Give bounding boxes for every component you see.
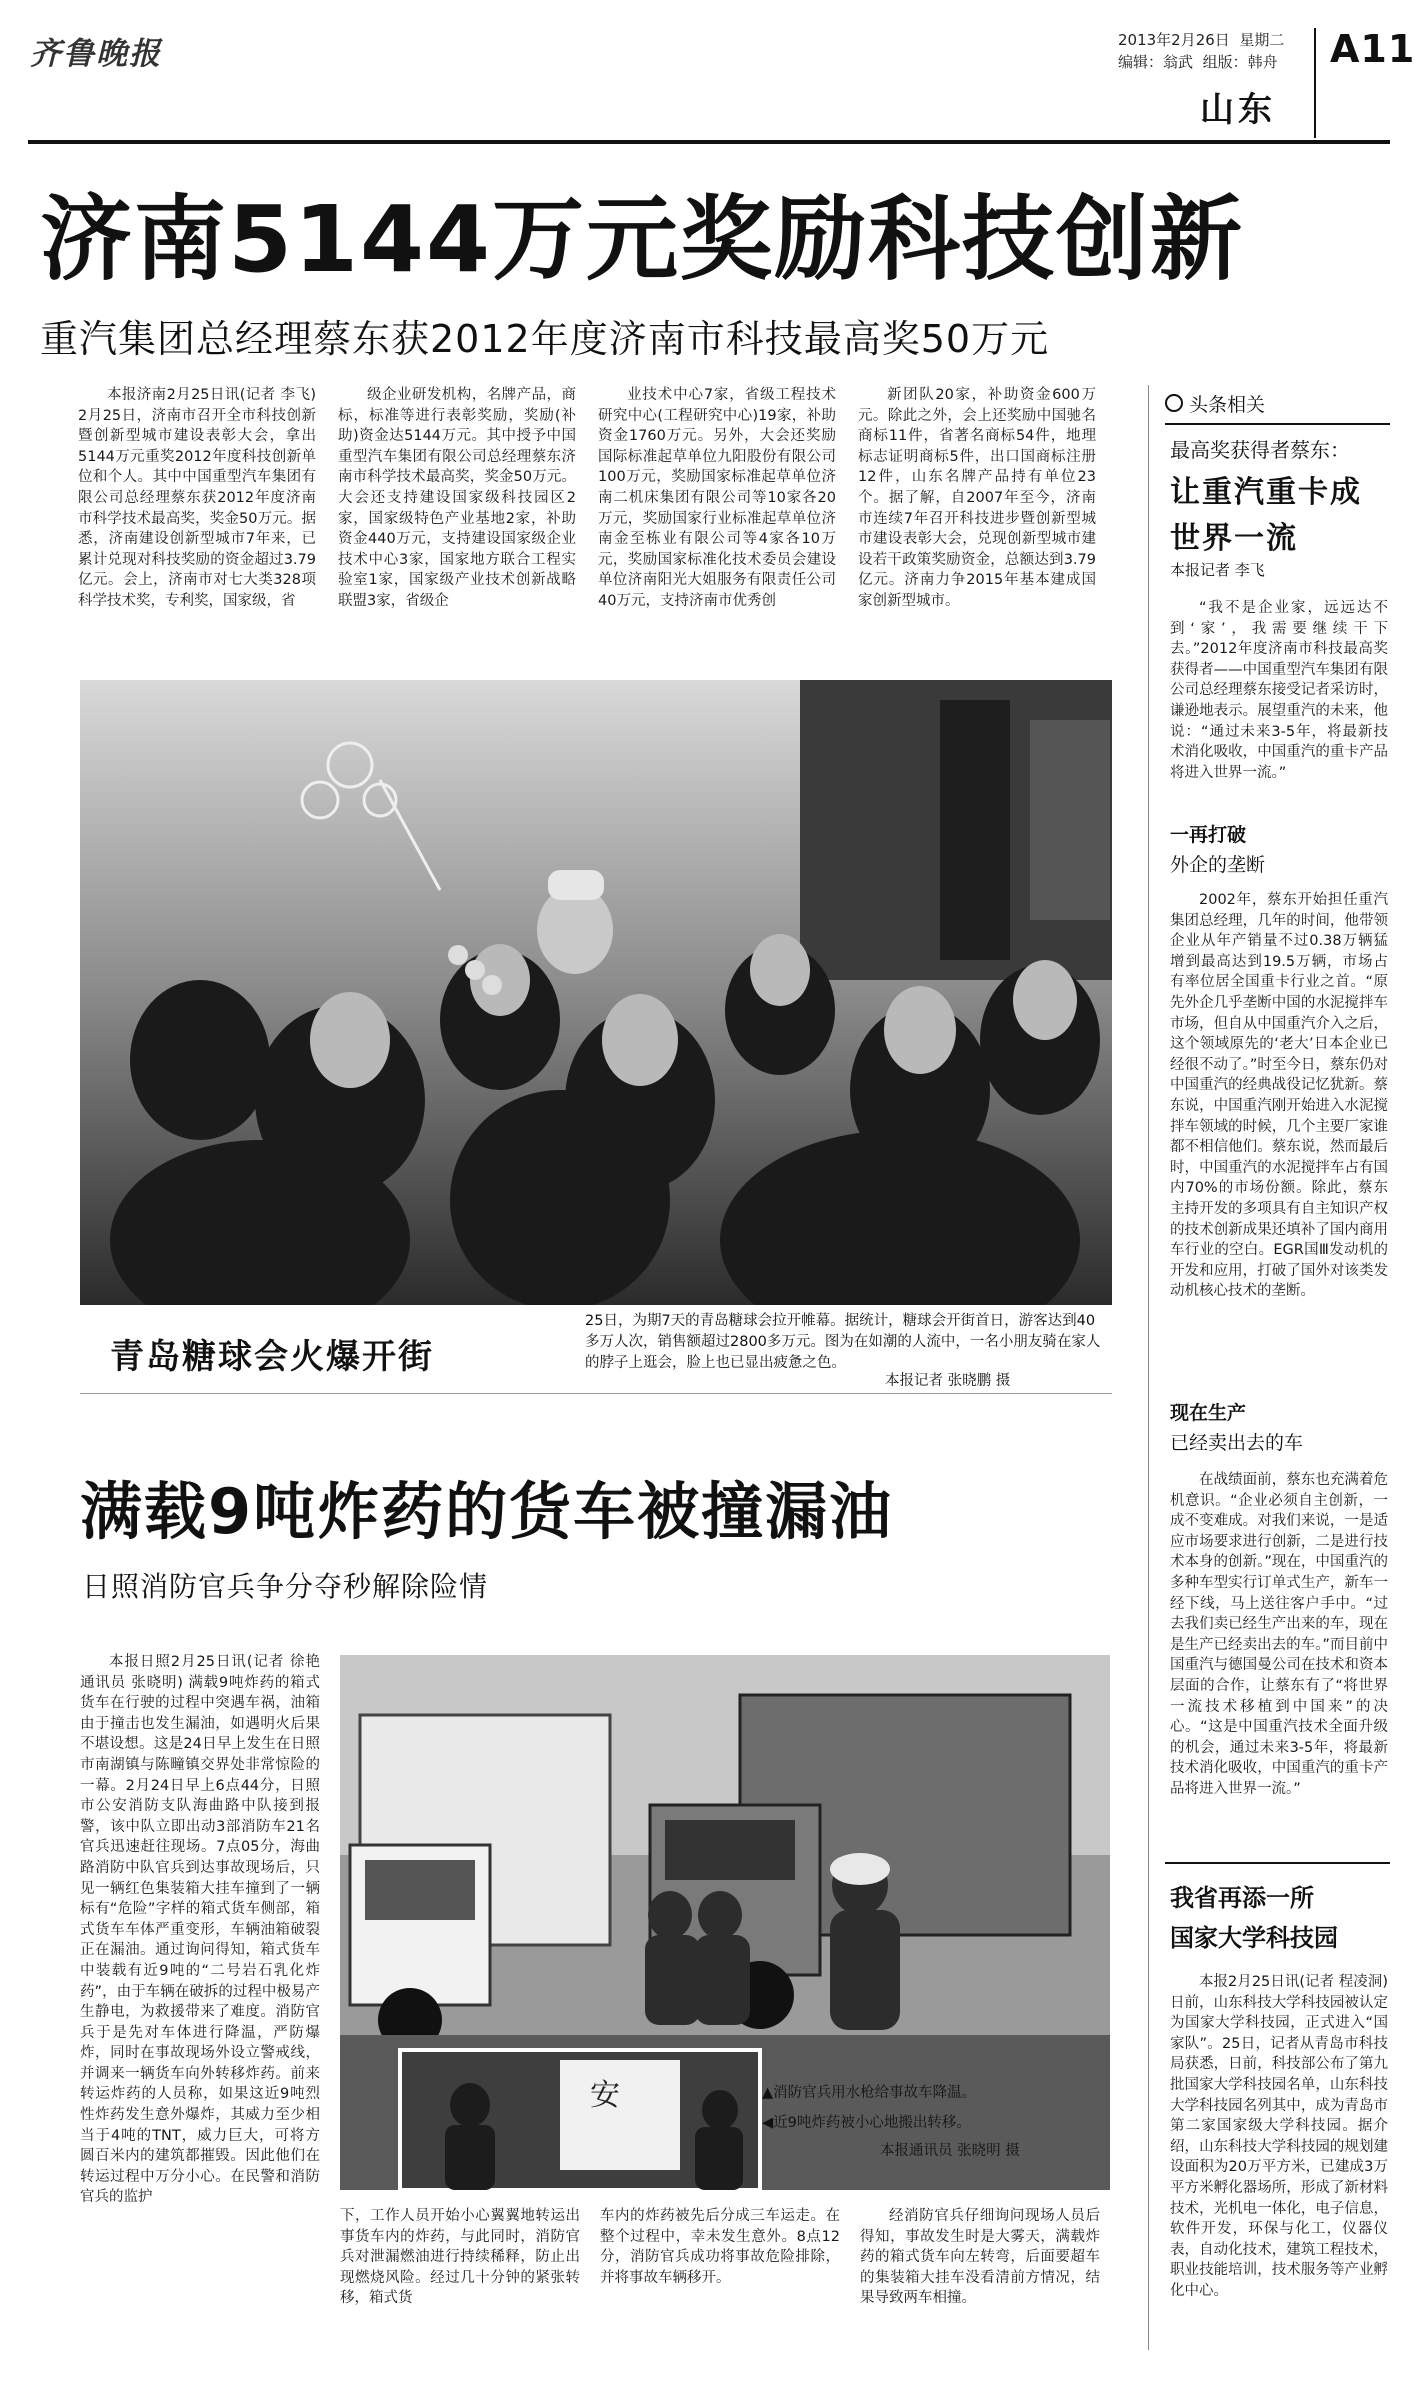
sidebar-paragraph-1: “我不是企业家，远远达不到‘家’，我需要继续干下去。”2012年度济南市科技最高奖获得者——中国重型汽车集团有限公司总经理蔡东接受记者采访时，谦逊地表示。展望重汽的未来，他说：“通过未来3-5年，将最新技术消化吸收，中国重汽的重卡产品将进入世界一流。” xyxy=(1170,600,1388,781)
truck-photo-illustration xyxy=(340,1655,1110,2190)
truck-subhead: 日照消防官兵争分夺秒解除险情 xyxy=(82,1570,489,1603)
crowd-photo-illustration xyxy=(80,680,1112,1305)
lead-column-3: 业技术中心7家，省级工程技术研究中心(工程研究中心)19家，补助资金1760万元。另外，大会还奖励国际标准起草单位九阳股份有限公司100万元，奖励国家标准起草单位济南二机床集团有限公司等10家各20万元，奖励国家行业标准起草单位济南金至栋业有限公司等4家各10万元，奖励国家标准化技术委员会建设单位济南阳光大姐服务有限责任公司40万元，支持济南市优秀创 xyxy=(598,387,836,609)
truck-accident-photo xyxy=(340,1655,1110,2190)
truck-headline: 满载9吨炸药的货车被撞漏油 xyxy=(80,1475,894,1548)
sidebar-news2-headline-1: 我省再添一所 xyxy=(1170,1884,1314,1912)
truck-column-4: 经消防官兵仔细询问现场人员后得知，事故发生时是大雾天，满载炸药的箱式货车向左转弯，后面要超车的集装箱大挂车没看清前方情况，结果导致两车相撞。 xyxy=(860,2208,1100,2307)
truck-caption-1: ▲消防官兵用水枪给事故车降温。 xyxy=(762,2085,977,2101)
truck-sign-text: 安 xyxy=(590,2078,620,2113)
newspaper-masthead: 齐鲁晚报 xyxy=(30,36,162,72)
sidebar-title: 让重汽重卡成世界一流 xyxy=(1170,475,1362,556)
lead-column-1: 本报济南2月25日讯(记者 李飞) 2月25日，济南市召开全市科技创新暨创新型城市建设表彰大会，拿出5144万元重奖2012年度科技创新单位和个人。其中中国重型汽车集团有限公司总经理蔡东获2012年度济南市科学技术最高奖，奖金50万元。据悉，济南建设创新型城市7年来，已累计兑现对科技奖励的资金超过3.79亿元。会上，济南市对七大类328项科学技术奖，专利奖，国家级，省 xyxy=(78,387,316,609)
photo1-title: 青岛糖球会火爆开街 xyxy=(110,1337,434,1377)
photo1-caption-box xyxy=(80,1305,1112,1394)
truck-caption-2: ◀近9吨炸药被小心地搬出转移。 xyxy=(762,2115,971,2131)
truck-column-3: 车内的炸药被先后分成三车运走。在整个过程中，幸未发生意外。8点12分，消防官兵成功将事故危险排除，并将事故车辆移开。 xyxy=(600,2208,840,2286)
truck-column-2: 下，工作人员开始小心翼翼地转运出事货车内的炸药，与此同时，消防官兵对泄漏燃油进行持续稀释，防止出现燃烧风险。经过几十分钟的紧张转移，箱式货 xyxy=(340,2208,580,2307)
lead-headline: 济南5144万元奖励科技创新 xyxy=(40,186,1245,293)
lead-column-2: 级企业研发机构，名牌产品，商标，标准等进行表彰奖励，奖励(补助)资金达5144万元。其中授予中国重型汽车集团有限公司总经理蔡东济南市科学技术最高奖，奖金50万元。大会还支持建设国家级科技园区2家，国家级特色产业基地2家，补助资金440万元，支持建设国家级企业技术中心3家，国家地方联合工程实验室1家，国家级产业技术创新战略联盟3家，省级企 xyxy=(338,387,576,609)
sidebar-tag-rule xyxy=(1165,423,1390,425)
editor-line xyxy=(1118,52,1278,73)
sidebar-paragraph-2: 2002年，蔡东开始担任重汽集团总经理，几年的时间，他带领企业从年产销量不过0.38万辆猛增到最高达到19.5万辆，市场占有率位居全国重卡行业之首。“原先外企几乎垄断中国的水泥搅拌车市场，但自从中国重汽介入之后，这个领域原先的‘老大’日本企业已经很不动了。”时至今日，蔡东仍对中国重汽的经典战役记忆犹新。蔡东说，中国重汽刚开始进入水泥搅拌车领域的时候，几个主要厂家谁都不相信他们。蔡东说，然而最后时，中国重汽的水泥搅拌车占有国内70%的市场份额。除此，蔡东主持开发的多项具有自主知识产权的技术创新成果还填补了国内商用车行业的空白。EGR国Ⅲ发动机的开发和应用，打破了国外对该类发动机核心技术的垄断。 xyxy=(1170,892,1388,1300)
sidebar-subhead-2a: 现在生产 xyxy=(1170,1402,1247,1424)
sidebar-subhead-1b: 外企的垄断 xyxy=(1170,854,1266,876)
sidebar-kicker: 最高奖获得者蔡东： xyxy=(1170,438,1350,462)
layout-editor: 组版：韩舟 xyxy=(1202,53,1278,71)
sidebar-tag-label: 头条相关 xyxy=(1189,394,1266,416)
lead-column-4: 新团队20家，补助资金600万元。除此之外，会上还奖励中国驰名商标11件，省著名商标54件，地理标志证明商标5件，出口国商标注册12件，山东名牌产品持有单位23个。据了解，自2007年至今，济南市连续7年召开科技进步暨创新型城市建设表彰大会，兑现创新型城市建设若干政策奖励资金，总额达到3.79亿元。济南力争2015年基本建成国家创新型城市。 xyxy=(858,387,1096,609)
sidebar-subhead-2b: 已经卖出去的车 xyxy=(1170,1432,1304,1454)
issue-weekday: 星期二 xyxy=(1239,31,1285,49)
lantern-festival-crowd-photo xyxy=(80,680,1112,1305)
issue-date-line xyxy=(1118,30,1284,51)
sidebar-byline: 本报记者 李飞 xyxy=(1170,561,1265,579)
lead-subhead: 重汽集团总经理蔡东获2012年度济南市科技最高奖50万元 xyxy=(40,317,1050,361)
header-divider xyxy=(1314,28,1316,138)
sidebar-divider xyxy=(1148,385,1149,2350)
sidebar-paragraph-3: 在战绩面前，蔡东也充满着危机意识。“企业必须自主创新，一成不变难成。对我们来说，一是适应市场要求进行创新，二是进行技术本身的创新。”现在，中国重汽的多种车型实行订单式生产，新车一经下线，马上送往客户手中。“过去我们卖已经生产出来的车，现在是生产已经卖出去的车。”而目前中国重汽与德国曼公司在技术和资本层面的合作，让蔡东有了“将世界一流技术移植到中国来”的决心。“这是中国重汽技术全面升级的机会，通过未来3-5年，将最新技术消化吸收，中国重汽的重卡产品将进入世界一流。” xyxy=(1170,1472,1388,1797)
sidebar-news2-body: 本报2月25日讯(记者 程凌洞) 日前，山东科技大学科技园被认定为国家大学科技园，正式进入“国家队”。25日，记者从青岛市科技局获悉，日前，科技部公布了第九批国家大学科技园名单，山东科技大学科技园名列其中，成为青岛市第二家国家级大学科技园。据介绍，山东科技大学科技园的规划建设面积为20万平方米，已建成3万平方米孵化器场所，形成了新材料技术，光机电一体化，电子信息，软件开发，环保与化工，仪器仪表，自动化技术，建筑工程技术，职业技能培训，技术服务等产业孵化中心。 xyxy=(1170,1974,1388,2299)
sidebar-news2-rule xyxy=(1165,1862,1390,1864)
page-number: A11 xyxy=(1330,27,1416,71)
editor: 编辑：翁武 xyxy=(1118,53,1194,71)
sidebar-subhead-1a: 一再打破 xyxy=(1170,824,1247,846)
circle-icon xyxy=(1165,394,1183,412)
photo1-caption: 25日，为期7天的青岛糖球会拉开帷幕。据统计，糖球会开街首日，游客达到40多万人次，销售额超过2800多万元。图为在如潮的人流中，一名小朋友骑在家人的脖子上逛会，脸上也已显出疲惫之色。 xyxy=(585,1313,1101,1371)
photo1-credit: 本报记者 张晓鹏 摄 xyxy=(885,1373,1011,1389)
truck-photo-credit: 本报通讯员 张晓明 摄 xyxy=(880,2143,1020,2159)
truck-column-1: 本报日照2月25日讯(记者 徐艳 通讯员 张晓明) 满载9吨炸药的箱式货车在行驶的过程中突遇车祸，油箱由于撞击也发生漏油，如遇明火后果不堪设想。这是24日早上发生在日照市南湖镇与陈疃镇交界处非常惊险的一幕。2月24日早上6点44分，日照市公安消防支队海曲路中队接到报警，该中队立即出动3部消防车21名官兵迅速赶往现场。7点05分，海曲路消防中队官兵到达事故现场后，只见一辆红色集装箱大挂车撞到了一辆标有“危险”字样的箱式货车侧部，箱式货车车体严重变形，车辆油箱破裂正在漏油。通过询问得知，箱式货车中装载有近9吨的“二号岩石乳化炸药”，由于车辆在破拆的过程中极易产生静电，为救援带来了难度。消防官兵于是先对车体进行降温，严防爆炸，同时在事故现场外设立警戒线，并调来一辆货车向外转移炸药。前来转运炸药的人员称，如果这近9吨烈性炸药发生意外爆炸，其威力至少相当于4吨的TNT，威力巨大，可将方圆百米内的建筑都摧毁。因此他们在转运过程中万分小心。在民警和消防官兵的监护 xyxy=(80,1654,320,2206)
sidebar-tag xyxy=(1165,390,1265,417)
section-name: 山东 xyxy=(1200,90,1276,130)
sidebar-news2-headline-2: 国家大学科技园 xyxy=(1170,1924,1338,1952)
header-rule xyxy=(28,140,1390,144)
issue-date: 2013年2月26日 xyxy=(1118,31,1230,49)
